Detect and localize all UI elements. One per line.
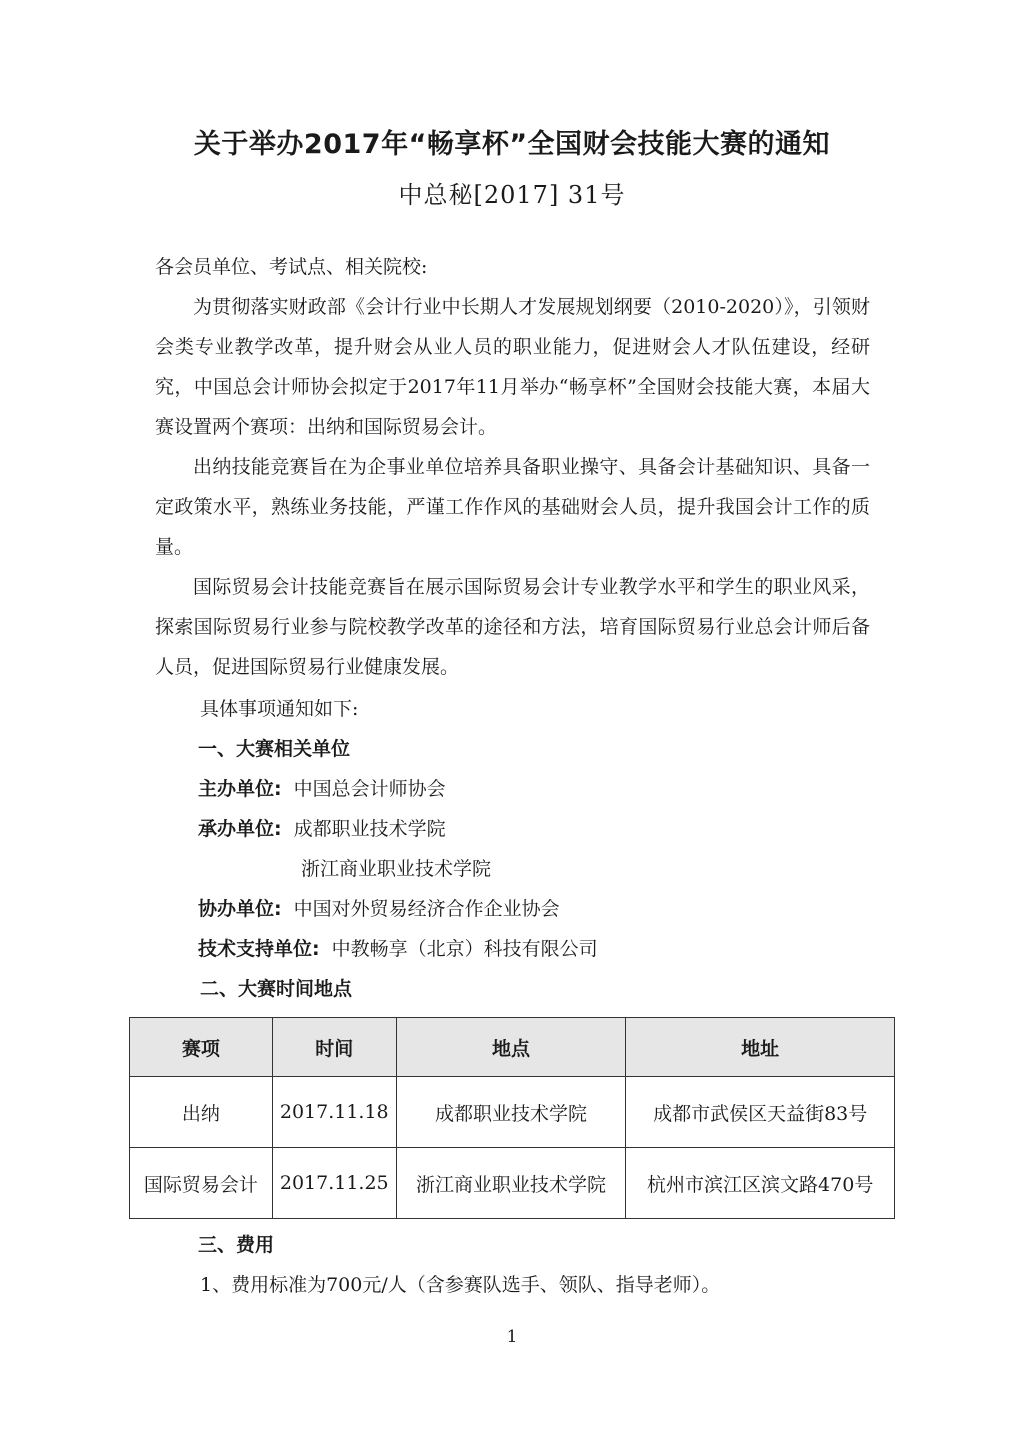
table-cell: 杭州市滨江区滨文路470号 (626, 1148, 895, 1219)
host-row (198, 769, 446, 809)
schedule-table (129, 1017, 895, 1219)
host-value: 中国总会计师协会 (293, 778, 446, 800)
section-3-heading: 三、费用 (198, 1234, 275, 1256)
document-number: 中总秘[2017] 31号 (398, 181, 626, 209)
table-cell: 成都市武侯区天益街83号 (626, 1077, 895, 1148)
salutation: 各会员单位、考试点、相关院校: (155, 256, 428, 278)
organizer-row (198, 809, 446, 849)
table-header-cell: 赛项 (130, 1018, 273, 1077)
paragraph-2: 出纳技能竞赛旨在为企事业单位培养具备职业操守、具备会计基础知识、具备一定政策水平，熟练业务技能，严谨工作作风的基础财会人员，提升我国会计工作的质量。 (155, 456, 870, 558)
intro-line: 具体事项通知如下: (200, 698, 359, 720)
co-organizer-label: 协办单位: (198, 898, 282, 920)
section-1-heading: 一、大赛相关单位 (198, 738, 351, 760)
table-row (130, 1148, 895, 1219)
table-cell: 成都职业技术学院 (396, 1077, 626, 1148)
table-cell: 国际贸易会计 (130, 1148, 273, 1219)
paragraph-3: 国际贸易会计技能竞赛旨在展示国际贸易会计专业教学水平和学生的职业风采，探索国际贸易行业参与院校教学改革的途径和方法，培育国际贸易行业总会计师后备人员，促进国际贸易行业健康发展。 (155, 576, 870, 678)
document-title: 关于举办2017年“畅享杯”全国财会技能大赛的通知 (193, 129, 831, 160)
table-cell: 2017.11.25 (272, 1148, 396, 1219)
table-cell: 2017.11.18 (272, 1077, 396, 1148)
co-organizer-row (198, 889, 560, 929)
tech-support-value: 中教畅享（北京）科技有限公司 (331, 938, 598, 960)
fee-item-1: 1、费用标准为700元/人（含参赛队选手、领队、指导老师）。 (200, 1274, 721, 1296)
organizer-value-1: 成都职业技术学院 (293, 818, 446, 840)
page-number: 1 (506, 1327, 518, 1347)
organizer-value-2: 浙江商业职业技术学院 (301, 858, 492, 880)
table-cell: 浙江商业职业技术学院 (396, 1148, 626, 1219)
table-header-cell: 地址 (626, 1018, 895, 1077)
table-cell: 出纳 (130, 1077, 273, 1148)
table-header-cell: 地点 (396, 1018, 626, 1077)
co-organizer-value: 中国对外贸易经济合作企业协会 (293, 898, 560, 920)
tech-support-row (198, 929, 598, 969)
table-row (130, 1077, 895, 1148)
paragraph-1: 为贯彻落实财政部《会计行业中长期人才发展规划纲要（2010-2020）》，引领财会类专业教学改革，提升财会从业人员的职业能力，促进财会人才队伍建设，经研究，中国总会计师协会拟定于2017年11月举办“畅享杯”全国财会技能大赛，本届大赛设置两个赛项：出纳和国际贸易会计。 (155, 296, 870, 438)
tech-support-label: 技术支持单位: (198, 938, 320, 960)
host-label: 主办单位: (198, 778, 282, 800)
table-header-cell: 时间 (272, 1018, 396, 1077)
table-header-row (130, 1018, 895, 1077)
organizer-label: 承办单位: (198, 818, 282, 840)
section-2-heading: 二、大赛时间地点 (200, 978, 353, 1000)
